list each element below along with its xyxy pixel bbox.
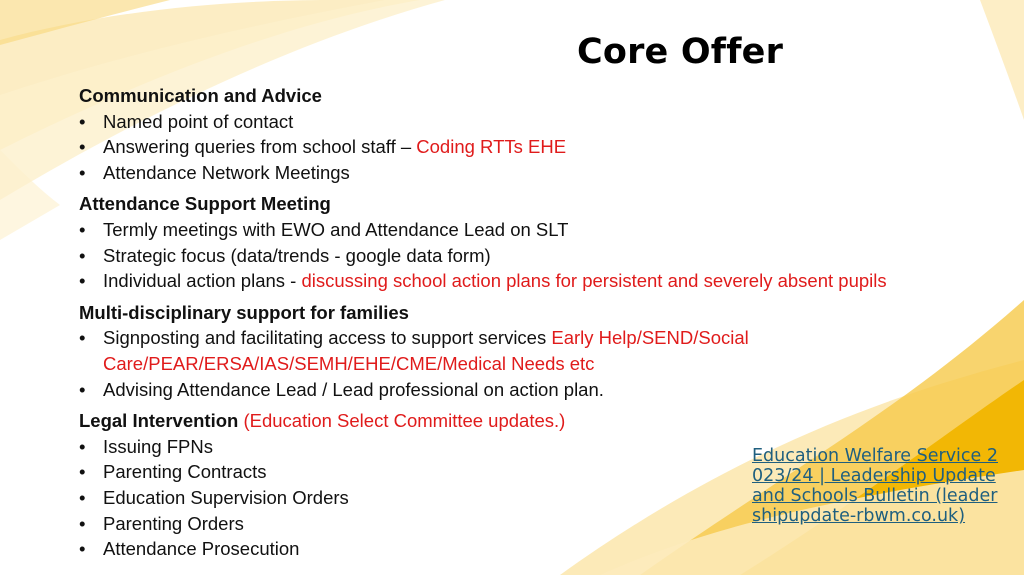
list-item: • Issuing FPNs — [79, 434, 959, 460]
list-item: • Signposting and facilitating access to support services Early Help/SEND/Social Care/PEAR/ERSA/IAS/SEMH/EHE/CME/Medical Needs etc — [79, 325, 779, 376]
list-item: • Parenting Contracts — [79, 459, 959, 485]
section-heading: Legal Intervention (Education Select Committee updates.) — [79, 410, 566, 432]
section-multidisciplinary — [79, 300, 959, 402]
section-heading: Multi-disciplinary support for families — [79, 301, 409, 323]
list-item: • Answering queries from school staff – Coding RTTs EHE — [79, 134, 959, 160]
section-communication — [79, 83, 959, 185]
section-heading: Attendance Support Meeting — [79, 193, 331, 215]
bullet-list — [79, 109, 959, 186]
section-attendance-support — [79, 191, 959, 293]
section-heading: Communication and Advice — [79, 85, 322, 106]
list-item: • Parenting Orders — [79, 511, 959, 537]
list-item: • Attendance Prosecution — [79, 536, 959, 562]
bullet-list — [79, 325, 779, 402]
list-item: • Strategic focus (data/trends - google data form) — [79, 243, 959, 269]
list-item: • Termly meetings with EWO and Attendance Lead on SLT — [79, 217, 959, 243]
list-item: • Attendance Network Meetings — [79, 160, 959, 186]
bulletin-link[interactable]: Education Welfare Service 2023/24 | Leadership Update and Schools Bulletin (leadershipupdate-rbwm.co.uk) — [752, 446, 998, 526]
list-item: • Named point of contact — [79, 109, 959, 135]
bullet-list — [79, 217, 959, 294]
list-item: • Education Supervision Orders — [79, 485, 959, 511]
slide-title: Core Offer — [576, 32, 784, 72]
list-item: • Individual action plans - discussing school action plans for persistent and severely absent pupils — [79, 268, 959, 294]
list-item: • Advising Attendance Lead / Lead professional on action plan. — [79, 377, 779, 403]
